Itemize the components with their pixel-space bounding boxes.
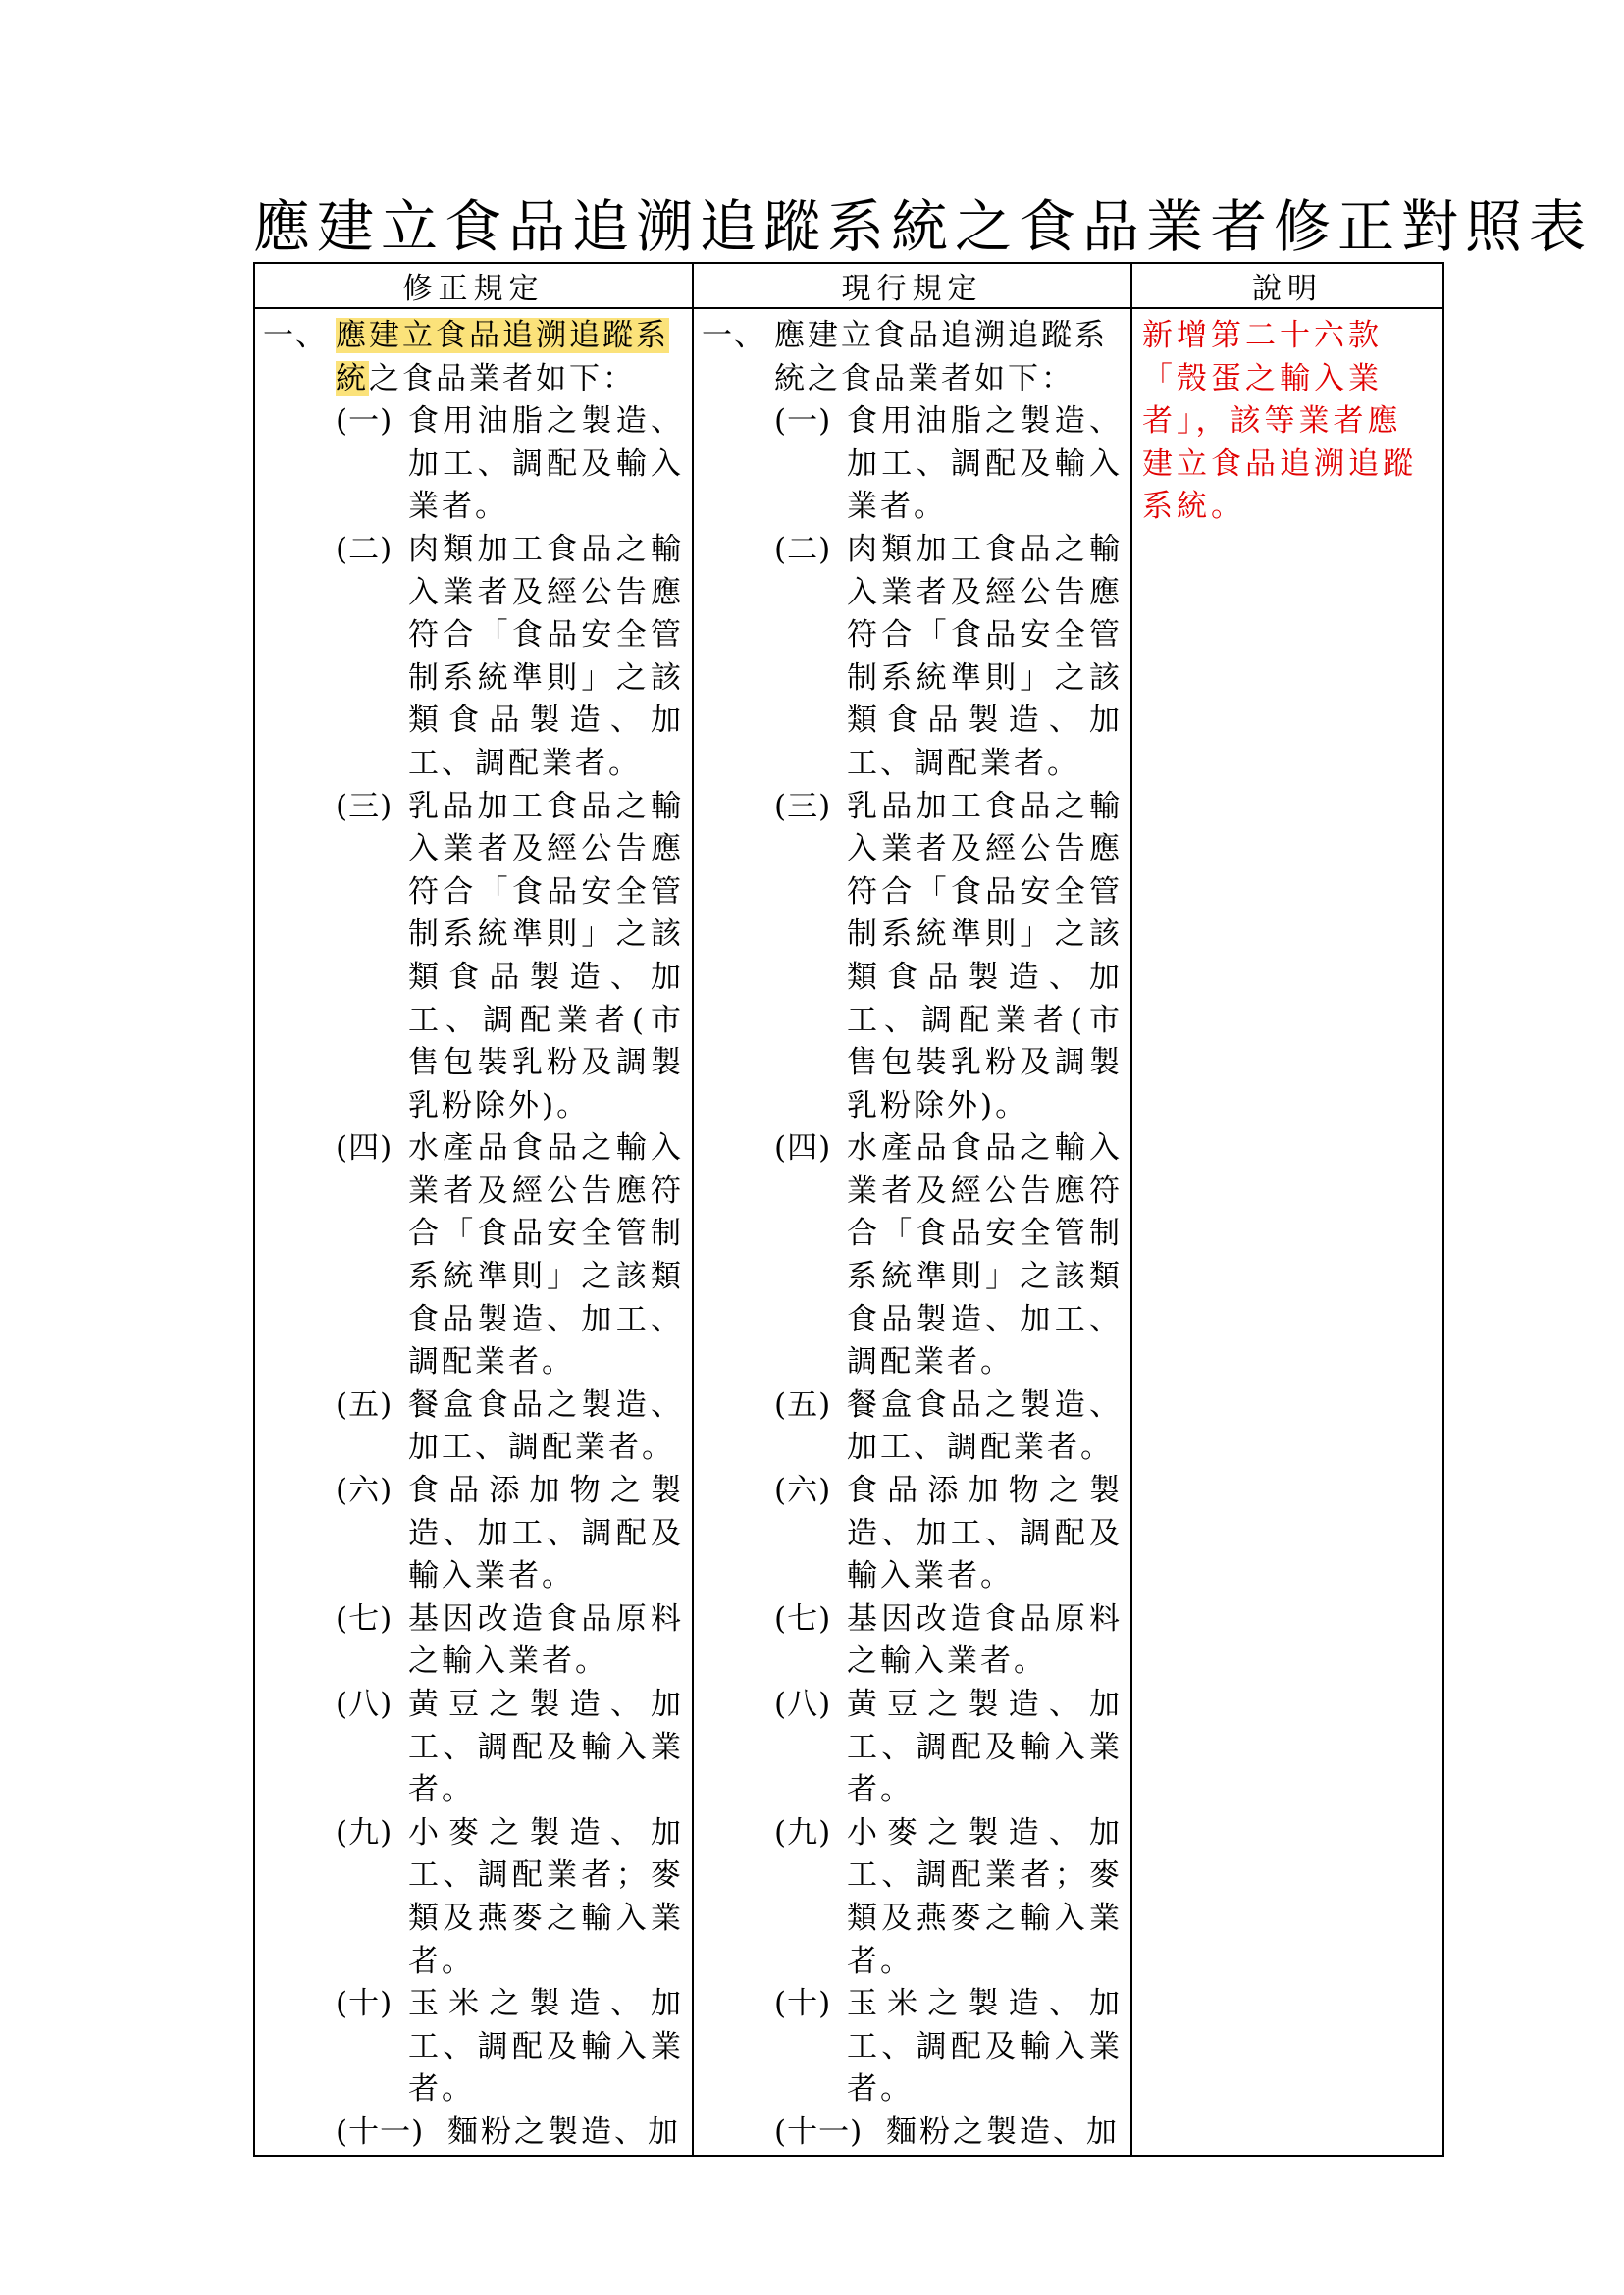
- item-number: (七): [336, 1600, 393, 1637]
- item-text: 水產品食品之輸入業者及經公告應符合「食品安全管制系統準則」之該類食品製造、加工、調配業者。: [408, 1130, 684, 1381]
- revised-main-number: 一、: [263, 318, 328, 353]
- item-number: (二): [774, 531, 832, 567]
- item-number: (三): [774, 788, 832, 824]
- list-item: [263, 1127, 684, 1384]
- list-item: [263, 786, 684, 1128]
- comparison-table: [253, 262, 1444, 2157]
- item-number: (五): [336, 1386, 393, 1423]
- list-item: [702, 786, 1123, 1128]
- item-text: 小麥之製造、加工、調配業者；麥類及燕麥之輸入業者。: [408, 1814, 684, 1979]
- list-item: [702, 2112, 1123, 2155]
- item-text: 水產品食品之輸入業者及經公告應符合「食品安全管制系統準則」之該類食品製造、加工、調配業者。: [847, 1130, 1123, 1381]
- list-item: [702, 1127, 1123, 1384]
- list-item: [263, 1470, 684, 1598]
- revised-main-paragraph: [263, 315, 684, 400]
- list-item: [702, 529, 1123, 786]
- table-row: [254, 308, 1443, 2156]
- item-text: 餐盒食品之製造、加工、調配業者。: [847, 1386, 1123, 1466]
- list-item: [702, 1384, 1123, 1470]
- list-item: [702, 1812, 1123, 1983]
- item-number: (九): [774, 1814, 832, 1851]
- item-text: 餐盒食品之製造、加工、調配業者。: [408, 1386, 684, 1466]
- item-number: (八): [774, 1687, 832, 1722]
- item-number: (一): [774, 403, 832, 440]
- current-main-text: 應建立食品追溯追蹤系統之食品業者如下：: [774, 318, 1108, 396]
- list-item: [263, 400, 684, 529]
- note-cell: [1131, 308, 1443, 2156]
- document-title: 應建立食品追溯追蹤系統之食品業者修正對照表: [253, 193, 1594, 260]
- item-number: (八): [336, 1687, 393, 1722]
- item-text: 玉米之製造、加工、調配及輸入業者。: [408, 1986, 684, 2108]
- item-number: (四): [774, 1130, 832, 1167]
- revised-cell: [254, 308, 693, 2156]
- item-text: 麵粉之製造、加: [886, 2113, 1120, 2150]
- item-text: 食用油脂之製造、加工、調配及輸入業者。: [847, 403, 1123, 525]
- item-text: 黃豆之製造、加工、調配及輸入業者。: [847, 1687, 1123, 1808]
- item-number: (一): [336, 403, 393, 440]
- item-number: (十一): [336, 2113, 425, 2150]
- item-number: (三): [336, 788, 393, 824]
- header-current: 現行規定: [693, 263, 1131, 308]
- item-text: 肉類加工食品之輸入業者及經公告應符合「食品安全管制系統準則」之該類食品製造、加工、調配業者。: [847, 531, 1123, 781]
- revised-main-text: 之食品業者如下：: [369, 360, 636, 396]
- list-item: [702, 1598, 1123, 1684]
- item-number: (十): [336, 1986, 393, 2022]
- revised-highlight-text-2: 統: [336, 360, 369, 396]
- item-number: (二): [336, 531, 393, 567]
- header-revised: 修正規定: [254, 263, 693, 308]
- revised-highlight-text: 應建立食品追溯追蹤系: [336, 318, 669, 353]
- list-item: [263, 2112, 684, 2155]
- item-number: (十): [774, 1986, 832, 2022]
- item-number: (六): [336, 1473, 393, 1509]
- header-note: 說明: [1131, 263, 1443, 308]
- item-number: (七): [774, 1600, 832, 1637]
- list-item: [263, 529, 684, 786]
- item-number: (九): [336, 1814, 393, 1851]
- item-text: 乳品加工食品之輸入業者及經公告應符合「食品安全管制系統準則」之該類食品製造、加工、調配業者(市售包裝乳粉及調製乳粉除外)。: [408, 788, 684, 1123]
- list-item: [702, 400, 1123, 529]
- item-text: 肉類加工食品之輸入業者及經公告應符合「食品安全管制系統準則」之該類食品製造、加工、調配業者。: [408, 531, 684, 781]
- list-item: [263, 1598, 684, 1684]
- item-text: 黃豆之製造、加工、調配及輸入業者。: [408, 1687, 684, 1808]
- item-text: 食品添加物之製造、加工、調配及輸入業者。: [408, 1473, 684, 1594]
- item-text: 基因改造食品原料之輸入業者。: [847, 1600, 1123, 1680]
- table-header-row: [254, 263, 1443, 308]
- item-number: (十一): [774, 2113, 864, 2150]
- item-text: 食用油脂之製造、加工、調配及輸入業者。: [408, 403, 684, 525]
- list-item: [702, 1983, 1123, 2112]
- list-item: [702, 1684, 1123, 1812]
- list-item: [702, 1470, 1123, 1598]
- list-item: [263, 1384, 684, 1470]
- current-cell: [693, 308, 1131, 2156]
- current-main-paragraph: [702, 315, 1123, 400]
- current-main-number: 一、: [702, 318, 766, 353]
- item-number: (六): [774, 1473, 832, 1509]
- list-item: [263, 1684, 684, 1812]
- item-number: (五): [774, 1386, 832, 1423]
- item-text: 麵粉之製造、加: [447, 2113, 681, 2150]
- item-text: 玉米之製造、加工、調配及輸入業者。: [847, 1986, 1123, 2108]
- item-text: 乳品加工食品之輸入業者及經公告應符合「食品安全管制系統準則」之該類食品製造、加工、調配業者(市售包裝乳粉及調製乳粉除外)。: [847, 788, 1123, 1123]
- note-text: 新增第二十六款「殼蛋之輸入業者」，該等業者應建立食品追溯追蹤系統。: [1142, 318, 1417, 525]
- item-text: 小麥之製造、加工、調配業者；麥類及燕麥之輸入業者。: [847, 1814, 1123, 1979]
- list-item: [263, 1812, 684, 1983]
- item-number: (四): [336, 1130, 393, 1167]
- item-text: 基因改造食品原料之輸入業者。: [408, 1600, 684, 1680]
- item-text: 食品添加物之製造、加工、調配及輸入業者。: [847, 1473, 1123, 1594]
- list-item: [263, 1983, 684, 2112]
